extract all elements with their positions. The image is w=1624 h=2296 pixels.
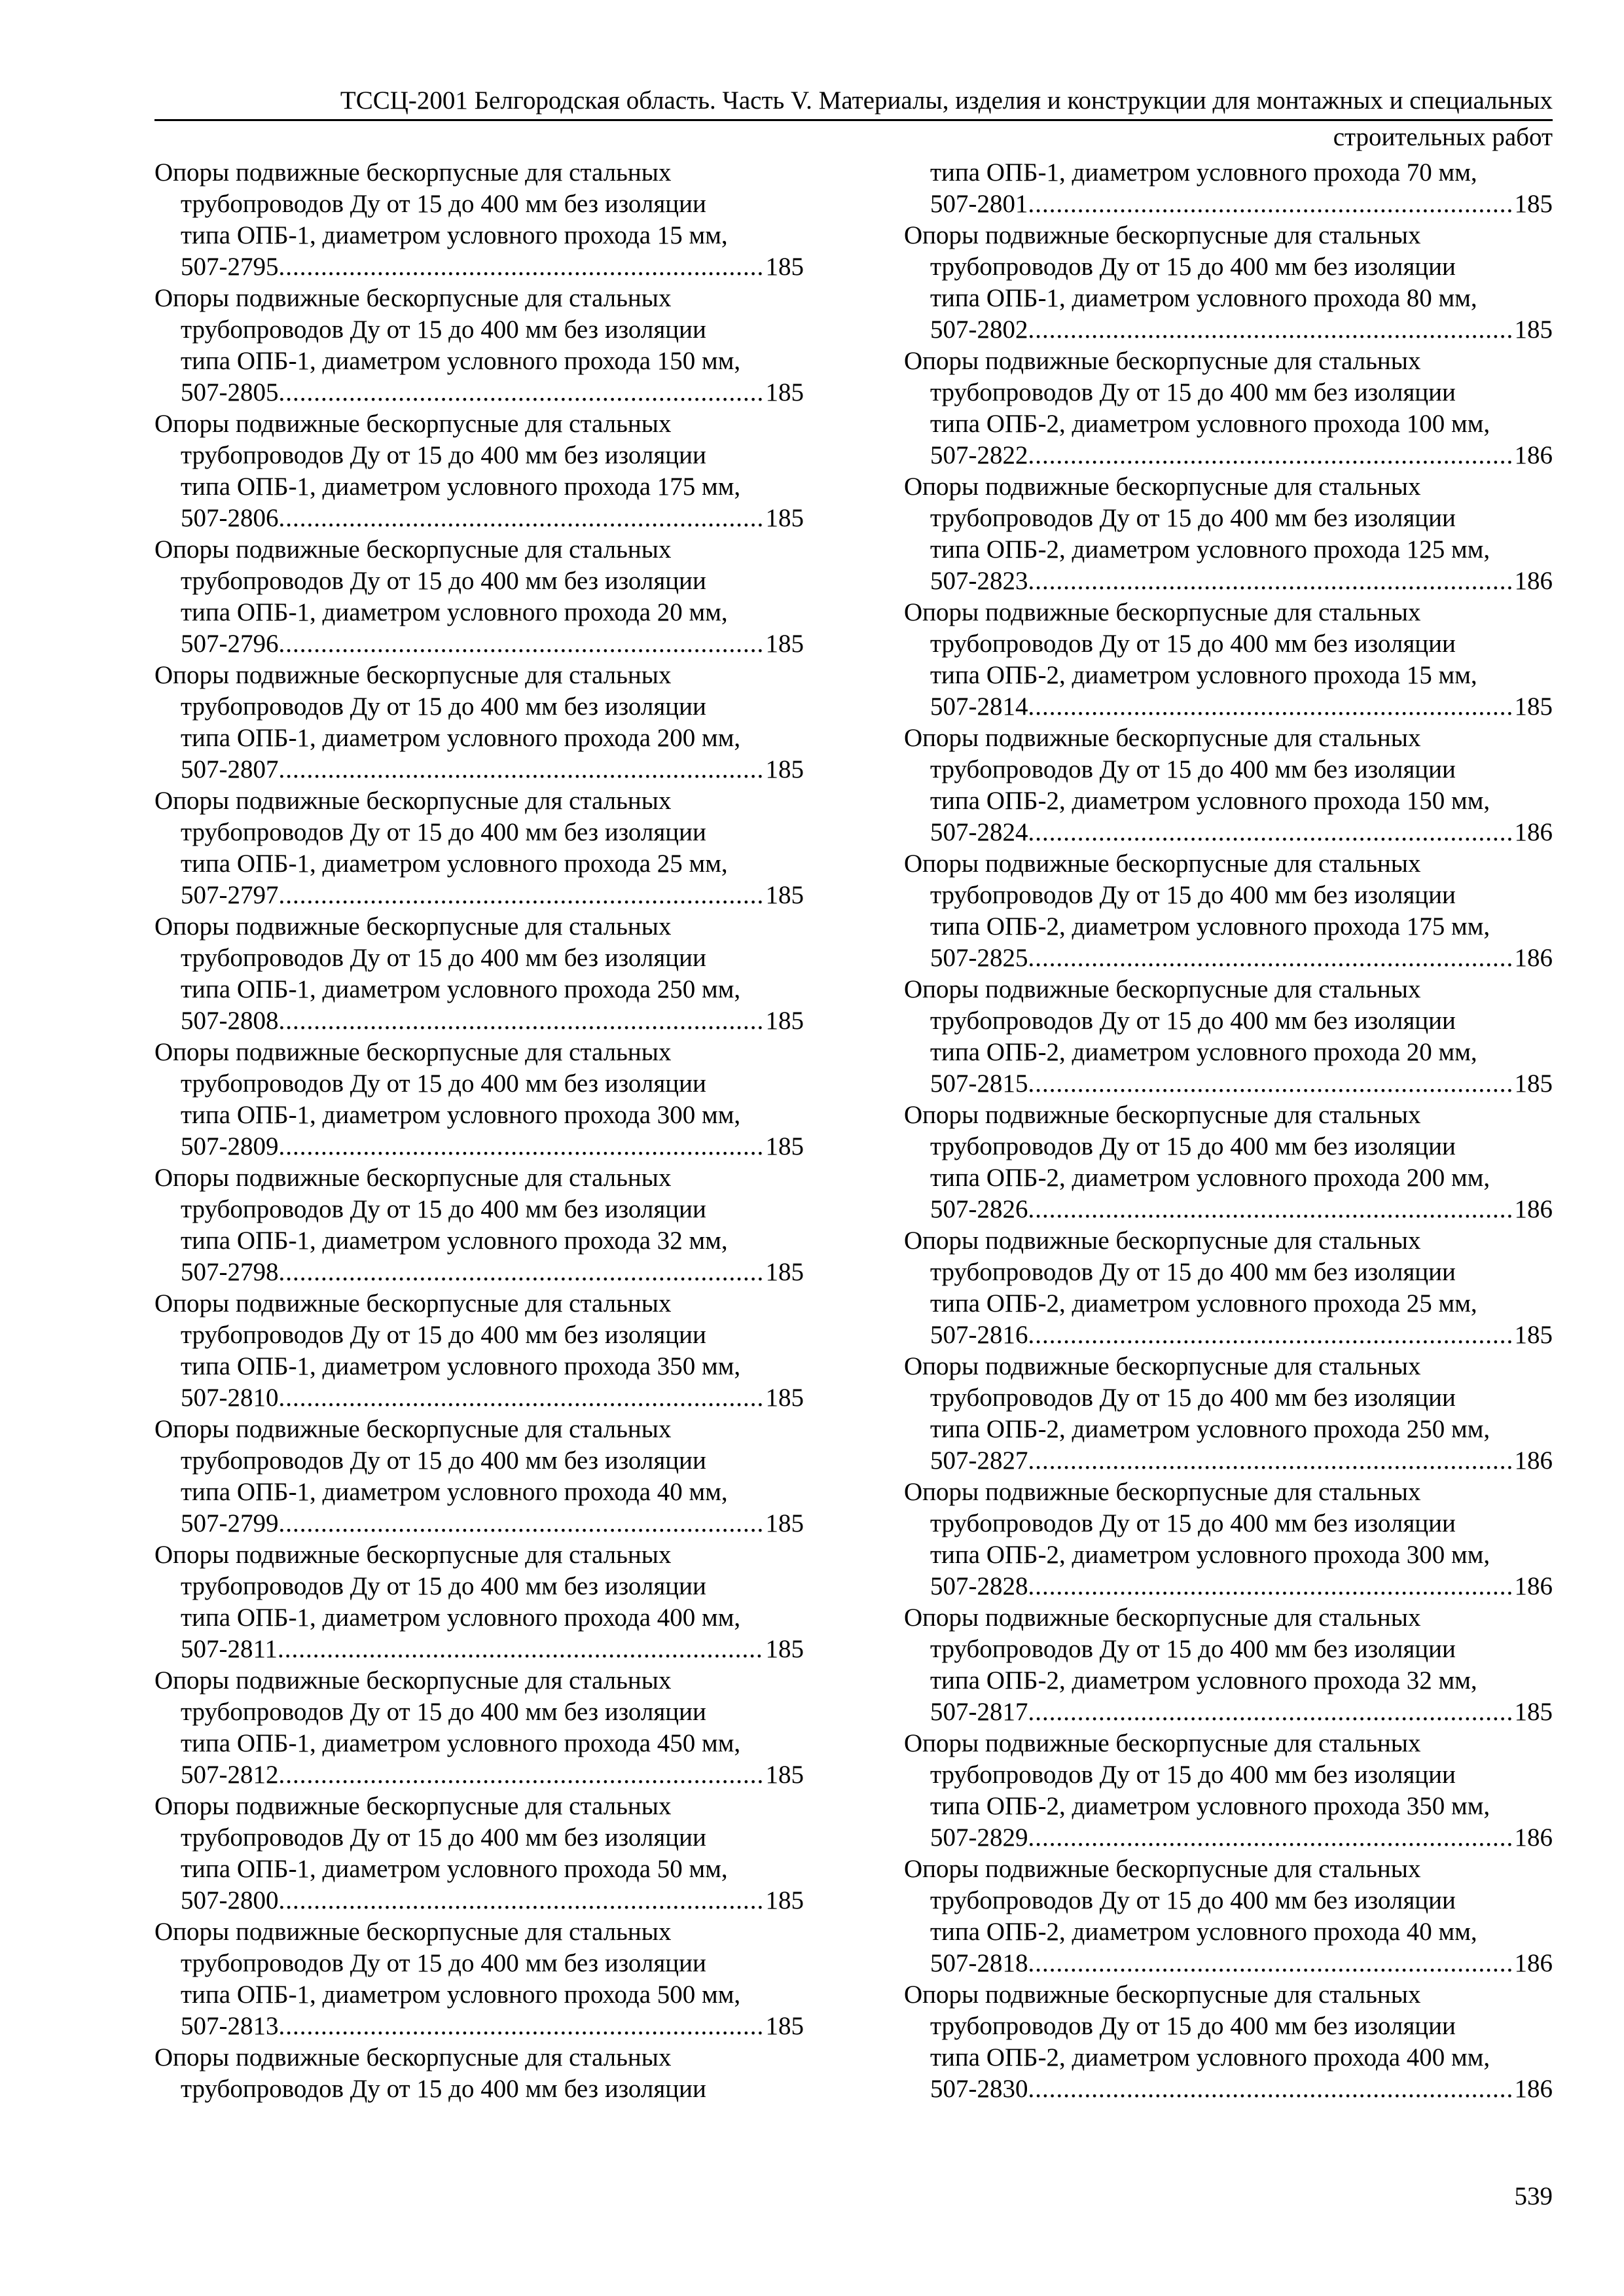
entry-code-line xyxy=(154,2011,804,2042)
entry-code: 507-2806 xyxy=(181,504,279,532)
entry-continuation-line: трубопроводов Ду от 15 до 400 мм без изоляции xyxy=(181,1446,706,1475)
index-entry xyxy=(154,1288,804,1414)
index-entry xyxy=(154,283,804,408)
entry-continuation-line: трубопроводов Ду от 15 до 400 мм без изоляции xyxy=(930,253,1456,281)
entry-page-ref: 185 xyxy=(1514,315,1553,344)
entry-continuation-line: типа ОПБ-2, диаметром условного прохода 250 мм, xyxy=(930,1415,1490,1443)
entry-code: 507-2799 xyxy=(181,1509,279,1537)
entry-title-line: Опоры подвижные бескорпусные для стальных xyxy=(154,787,672,815)
entry-title-line: Опоры подвижные бескорпусные для стальных xyxy=(154,2043,672,2072)
entry-continuation-line: типа ОПБ-1, диаметром условного прохода 175 мм, xyxy=(181,473,741,501)
entry-continuation-line: трубопроводов Ду от 15 до 400 мм без изоляции xyxy=(930,1635,1456,1663)
entry-page-ref: 185 xyxy=(765,755,804,783)
entry-title-line: Опоры подвижные бескорпусные для стальных xyxy=(154,661,672,689)
entry-page-ref: 185 xyxy=(1514,1321,1553,1349)
entry-continuation-line: трубопроводов Ду от 15 до 400 мм без изоляции xyxy=(181,692,706,721)
entry-continuation-line: трубопроводов Ду от 15 до 400 мм без изоляции xyxy=(181,315,706,344)
entry-continuation-line: трубопроводов Ду от 15 до 400 мм без изоляции xyxy=(930,504,1456,532)
entry-page-ref: 186 xyxy=(1514,1195,1553,1223)
entry-page-ref: 185 xyxy=(1514,1069,1553,1098)
entry-page-ref: 186 xyxy=(1514,1823,1553,1852)
entry-continuation-line: трубопроводов Ду от 15 до 400 мм без изоляции xyxy=(181,567,706,595)
index-entry xyxy=(904,1728,1553,1854)
index-entry xyxy=(154,911,804,1037)
entry-continuation-line: типа ОПБ-2, диаметром условного прохода 175 мм, xyxy=(930,912,1490,941)
entry-title-line: Опоры подвижные бескорпусные для стальных xyxy=(154,1792,672,1820)
index-column-right xyxy=(904,157,1553,2105)
entry-code: 507-2805 xyxy=(181,378,279,406)
index-entry xyxy=(904,157,1553,220)
running-header xyxy=(154,85,1553,151)
dot-leader xyxy=(1028,1194,1512,1225)
entry-code: 507-2814 xyxy=(930,692,1028,721)
entry-title-line: Опоры подвижные бескорпусные для стальных xyxy=(904,1352,1421,1380)
entry-continuation-line: трубопроводов Ду от 15 до 400 мм без изоляции xyxy=(930,2012,1456,2040)
entry-code: 507-2810 xyxy=(181,1384,279,1412)
entry-page-ref: 186 xyxy=(1514,567,1553,595)
entry-page-ref: 185 xyxy=(765,253,804,281)
entry-page-ref: 186 xyxy=(1514,1949,1553,1977)
entry-code: 507-2825 xyxy=(930,944,1028,972)
entry-page-ref: 185 xyxy=(1514,1698,1553,1726)
entry-code: 507-2801 xyxy=(930,190,1028,218)
entry-continuation-line: трубопроводов Ду от 15 до 400 мм без изоляции xyxy=(181,1949,706,1977)
dot-leader xyxy=(1028,691,1512,723)
entry-continuation-line: трубопроводов Ду от 15 до 400 мм без изоляции xyxy=(181,190,706,218)
entry-continuation-line: трубопроводов Ду от 15 до 400 мм без изоляции xyxy=(930,1132,1456,1160)
dot-leader xyxy=(279,2011,763,2042)
entry-continuation-line: трубопроводов Ду от 15 до 400 мм без изоляции xyxy=(181,1069,706,1098)
entry-code-line xyxy=(904,2073,1553,2105)
entry-code-line xyxy=(904,1319,1553,1351)
entry-page-ref: 185 xyxy=(765,378,804,406)
entry-continuation-line: трубопроводов Ду от 15 до 400 мм без изоляции xyxy=(930,755,1456,783)
entry-page-ref: 185 xyxy=(765,1007,804,1035)
entry-title-line: Опоры подвижные бескорпусные для стальных xyxy=(154,1918,672,1946)
entry-continuation-line: трубопроводов Ду от 15 до 400 мм без изоляции xyxy=(930,1509,1456,1537)
entry-code-line xyxy=(154,1759,804,1791)
entry-continuation-line: типа ОПБ-1, диаметром условного прохода 20 мм, xyxy=(181,598,728,626)
index-entry xyxy=(904,1225,1553,1351)
dot-leader xyxy=(279,1759,763,1791)
dot-leader xyxy=(279,1382,763,1414)
entry-code: 507-2828 xyxy=(930,1572,1028,1600)
entry-code-line xyxy=(904,1948,1553,1979)
entry-continuation-line: типа ОПБ-2, диаметром условного прохода 150 мм, xyxy=(930,787,1490,815)
entry-continuation-line: типа ОПБ-2, диаметром условного прохода 350 мм, xyxy=(930,1792,1490,1820)
index-entry xyxy=(904,346,1553,471)
entry-code: 507-2800 xyxy=(181,1886,279,1914)
entry-code-line xyxy=(904,1194,1553,1225)
entry-page-ref: 186 xyxy=(1514,441,1553,469)
entry-code-line xyxy=(154,628,804,660)
dot-leader xyxy=(279,503,763,534)
entry-code: 507-2811 xyxy=(181,1635,278,1663)
entry-code: 507-2813 xyxy=(181,2012,279,2040)
index-entry xyxy=(154,534,804,660)
index-entry xyxy=(904,1602,1553,1728)
entry-code-line xyxy=(904,942,1553,974)
index-entry xyxy=(904,1979,1553,2105)
entry-code-line xyxy=(154,503,804,534)
entry-code: 507-2824 xyxy=(930,818,1028,846)
entry-continuation-line: трубопроводов Ду от 15 до 400 мм без изоляции xyxy=(930,630,1456,658)
entry-continuation-line: типа ОПБ-1, диаметром условного прохода 40 мм, xyxy=(181,1478,728,1506)
entry-continuation-line: типа ОПБ-1, диаметром условного прохода 500 мм, xyxy=(181,1981,741,2009)
dot-leader xyxy=(1028,314,1512,346)
dot-leader xyxy=(279,754,763,785)
entry-code: 507-2807 xyxy=(181,755,279,783)
dot-leader xyxy=(1028,1068,1512,1100)
entry-code-line xyxy=(154,377,804,408)
entry-code-line xyxy=(904,188,1553,220)
entry-code: 507-2830 xyxy=(930,2075,1028,2103)
entry-title-line: Опоры подвижные бескорпусные для стальных xyxy=(904,1604,1421,1632)
entry-code-line xyxy=(154,1257,804,1288)
entry-continuation-line: типа ОПБ-1, диаметром условного прохода 50 мм, xyxy=(181,1855,728,1883)
entry-code: 507-2808 xyxy=(181,1007,279,1035)
index-entry xyxy=(904,471,1553,597)
entry-continuation-line: типа ОПБ-2, диаметром условного прохода 15 мм, xyxy=(930,661,1477,689)
entry-continuation-line: трубопроводов Ду от 15 до 400 мм без изоляции xyxy=(181,944,706,972)
entry-code-line xyxy=(154,1005,804,1037)
entry-title-line: Опоры подвижные бескорпусные для стальных xyxy=(904,1981,1421,2009)
entry-continuation-line: трубопроводов Ду от 15 до 400 мм без изоляции xyxy=(181,1698,706,1726)
entry-page-ref: 185 xyxy=(765,504,804,532)
entry-code: 507-2823 xyxy=(930,567,1028,595)
entry-title-line: Опоры подвижные бескорпусные для стальных xyxy=(904,1101,1421,1129)
entry-page-ref: 186 xyxy=(1514,818,1553,846)
entry-code-line xyxy=(904,1571,1553,1602)
entry-continuation-line: типа ОПБ-2, диаметром условного прохода 100 мм, xyxy=(930,410,1490,438)
entry-continuation-line: типа ОПБ-2, диаметром условного прохода 300 мм, xyxy=(930,1541,1490,1569)
entry-continuation-line: трубопроводов Ду от 15 до 400 мм без изоляции xyxy=(181,441,706,469)
index-entry xyxy=(154,1791,804,1916)
index-entry xyxy=(154,1414,804,1539)
entry-continuation-line: типа ОПБ-1, диаметром условного прохода 300 мм, xyxy=(181,1101,741,1129)
dot-leader xyxy=(1028,440,1512,471)
entry-continuation-line: трубопроводов Ду от 15 до 400 мм без изоляции xyxy=(930,1384,1456,1412)
entry-continuation-line: типа ОПБ-1, диаметром условного прохода 15 мм, xyxy=(181,221,728,249)
entry-page-ref: 185 xyxy=(765,1761,804,1789)
entry-title-line: Опоры подвижные бескорпусные для стальных xyxy=(154,410,672,438)
index-entry xyxy=(904,220,1553,346)
entry-title-line: Опоры подвижные бескорпусные для стальных xyxy=(154,1541,672,1569)
index-entry xyxy=(154,1916,804,2042)
index-entry xyxy=(904,1477,1553,1602)
entry-code: 507-2818 xyxy=(930,1949,1028,1977)
entry-code: 507-2822 xyxy=(930,441,1028,469)
entry-title-line: Опоры подвижные бескорпусные для стальных xyxy=(904,1227,1421,1255)
dot-leader xyxy=(279,1005,763,1037)
entry-page-ref: 186 xyxy=(1514,1572,1553,1600)
entry-continuation-line: типа ОПБ-1, диаметром условного прохода 32 мм, xyxy=(181,1227,728,1255)
entry-code-line xyxy=(904,440,1553,471)
entry-page-ref: 185 xyxy=(1514,692,1553,721)
entry-title-line: Опоры подвижные бескорпусные для стальных xyxy=(154,912,672,941)
entry-continuation-line: типа ОПБ-2, диаметром условного прохода 200 мм, xyxy=(930,1164,1490,1192)
dot-leader xyxy=(279,1885,763,1916)
page-number: 539 xyxy=(1514,2182,1553,2210)
entry-continuation-line: типа ОПБ-1, диаметром условного прохода 150 мм, xyxy=(181,347,741,375)
dot-leader xyxy=(1028,188,1512,220)
dot-leader xyxy=(279,1508,763,1539)
entry-page-ref: 185 xyxy=(765,630,804,658)
entry-continuation-line: трубопроводов Ду от 15 до 400 мм без изоляции xyxy=(181,1823,706,1852)
entry-continuation-line: трубопроводов Ду от 15 до 400 мм без изоляции xyxy=(181,1195,706,1223)
entry-page-ref: 185 xyxy=(765,1384,804,1412)
entry-code-line xyxy=(904,691,1553,723)
entry-page-ref: 185 xyxy=(765,1258,804,1286)
entry-code: 507-2815 xyxy=(930,1069,1028,1098)
entry-code: 507-2816 xyxy=(930,1321,1028,1349)
entry-page-ref: 185 xyxy=(765,881,804,909)
entry-title-line: Опоры подвижные бескорпусные для стальных xyxy=(904,347,1421,375)
entry-code-line xyxy=(154,1885,804,1916)
entry-continuation-line: трубопроводов Ду от 15 до 400 мм без изоляции xyxy=(930,1007,1456,1035)
entry-page-ref: 186 xyxy=(1514,1446,1553,1475)
dot-leader xyxy=(279,1131,763,1162)
entry-page-ref: 185 xyxy=(765,1509,804,1537)
entry-code: 507-2795 xyxy=(181,253,279,281)
entry-continuation-line: трубопроводов Ду от 15 до 400 мм без изоляции xyxy=(930,881,1456,909)
index-entry xyxy=(904,848,1553,974)
entry-title-line: Опоры подвижные бескорпусные для стальных xyxy=(154,1415,672,1443)
entry-continuation-line: типа ОПБ-1, диаметром условного прохода 25 мм, xyxy=(181,850,728,878)
entry-code-line xyxy=(904,565,1553,597)
entry-title-line: Опоры подвижные бескорпусные для стальных xyxy=(904,850,1421,878)
entry-page-ref: 185 xyxy=(765,1132,804,1160)
entry-code-line xyxy=(904,1445,1553,1477)
dot-leader xyxy=(1028,942,1512,974)
entry-continuation-line: типа ОПБ-2, диаметром условного прохода 40 мм, xyxy=(930,1918,1477,1946)
entry-code: 507-2826 xyxy=(930,1195,1028,1223)
dot-leader xyxy=(279,251,763,283)
entry-continuation-line: трубопроводов Ду от 15 до 400 мм без изоляции xyxy=(930,1886,1456,1914)
entry-title-line: Опоры подвижные бескорпусные для стальных xyxy=(154,158,672,187)
entry-code: 507-2796 xyxy=(181,630,279,658)
index-entry xyxy=(154,2042,804,2105)
dot-leader xyxy=(1028,565,1512,597)
index-entry xyxy=(154,157,804,283)
index-entry xyxy=(154,1539,804,1665)
index-entry xyxy=(904,1854,1553,1979)
entry-title-line: Опоры подвижные бескорпусные для стальных xyxy=(904,598,1421,626)
entry-code-line xyxy=(904,1696,1553,1728)
entry-continuation-line: типа ОПБ-2, диаметром условного прохода 125 мм, xyxy=(930,535,1490,564)
entry-page-ref: 186 xyxy=(1514,944,1553,972)
entry-code-line xyxy=(154,1634,804,1665)
entry-code-line xyxy=(904,1822,1553,1854)
entry-code: 507-2797 xyxy=(181,881,279,909)
entry-continuation-line: типа ОПБ-1, диаметром условного прохода 200 мм, xyxy=(181,724,741,752)
entry-title-line: Опоры подвижные бескорпусные для стальных xyxy=(904,1855,1421,1883)
entry-continuation-line: типа ОПБ-1, диаметром условного прохода 250 мм, xyxy=(181,975,741,1003)
entry-continuation-line: типа ОПБ-1, диаметром условного прохода 350 мм, xyxy=(181,1352,741,1380)
index-entry xyxy=(904,597,1553,723)
dot-leader xyxy=(1028,1696,1512,1728)
entry-title-line: Опоры подвижные бескорпусные для стальных xyxy=(904,975,1421,1003)
dot-leader xyxy=(1028,1948,1512,1979)
index-entry xyxy=(904,1100,1553,1225)
entry-title-line: Опоры подвижные бескорпусные для стальных xyxy=(904,724,1421,752)
entry-code: 507-2827 xyxy=(930,1446,1028,1475)
entry-code-line xyxy=(154,1508,804,1539)
entry-title-line: Опоры подвижные бескорпусные для стальных xyxy=(154,1038,672,1066)
entry-code-line xyxy=(154,754,804,785)
index-entry xyxy=(154,1162,804,1288)
entry-code-line xyxy=(904,314,1553,346)
entry-continuation-line: типа ОПБ-2, диаметром условного прохода 20 мм, xyxy=(930,1038,1477,1066)
entry-code: 507-2817 xyxy=(930,1698,1028,1726)
entry-code: 507-2829 xyxy=(930,1823,1028,1852)
dot-leader xyxy=(1028,1571,1512,1602)
header-title-continued: строительных работ xyxy=(1333,123,1553,151)
dot-leader xyxy=(1028,2073,1512,2105)
index-entry xyxy=(904,723,1553,848)
entry-continuation-line: типа ОПБ-1, диаметром условного прохода 450 мм, xyxy=(181,1729,741,1757)
entry-continuation-line: типа ОПБ-1, диаметром условного прохода 80 мм, xyxy=(930,284,1477,312)
entry-continuation-line: трубопроводов Ду от 15 до 400 мм без изоляции xyxy=(181,2075,706,2103)
entry-code-line xyxy=(154,251,804,283)
entry-code: 507-2809 xyxy=(181,1132,279,1160)
entry-continuation-line: трубопроводов Ду от 15 до 400 мм без изоляции xyxy=(181,1321,706,1349)
entry-continuation-line: трубопроводов Ду от 15 до 400 мм без изоляции xyxy=(181,818,706,846)
entry-continuation-line: трубопроводов Ду от 15 до 400 мм без изоляции xyxy=(930,1761,1456,1789)
entry-continuation-line: типа ОПБ-2, диаметром условного прохода 32 мм, xyxy=(930,1666,1477,1695)
index-column-left xyxy=(154,157,804,2105)
entry-continuation-line: типа ОПБ-2, диаметром условного прохода 400 мм, xyxy=(930,2043,1490,2072)
entry-code-line xyxy=(904,817,1553,848)
entry-title-line: Опоры подвижные бескорпусные для стальных xyxy=(904,221,1421,249)
entry-code: 507-2798 xyxy=(181,1258,279,1286)
entry-page-ref: 185 xyxy=(1514,190,1553,218)
entry-title-line: Опоры подвижные бескорпусные для стальных xyxy=(154,1666,672,1695)
index-entry xyxy=(904,974,1553,1100)
dot-leader xyxy=(279,1257,763,1288)
dot-leader xyxy=(1028,1822,1512,1854)
entry-title-line: Опоры подвижные бескорпусные для стальных xyxy=(154,284,672,312)
index-entry xyxy=(904,1351,1553,1477)
entry-continuation-line: трубопроводов Ду от 15 до 400 мм без изоляции xyxy=(930,1258,1456,1286)
entry-code-line xyxy=(904,1068,1553,1100)
entry-continuation-line: типа ОПБ-2, диаметром условного прохода 25 мм, xyxy=(930,1289,1477,1318)
entry-code: 507-2802 xyxy=(930,315,1028,344)
dot-leader xyxy=(278,1634,763,1665)
entry-code-line xyxy=(154,1131,804,1162)
dot-leader xyxy=(1028,817,1512,848)
entry-continuation-line: трубопроводов Ду от 15 до 400 мм без изоляции xyxy=(930,378,1456,406)
dot-leader xyxy=(1028,1319,1512,1351)
entry-continuation-line: типа ОПБ-1, диаметром условного прохода 70 мм, xyxy=(930,158,1477,187)
entry-page-ref: 185 xyxy=(765,1635,804,1663)
entry-title-line: Опоры подвижные бескорпусные для стальных xyxy=(154,1289,672,1318)
header-title: ТССЦ-2001 Белгородская область. Часть V. Материалы, изделия и конструкции для монтажных и специальных xyxy=(340,86,1553,115)
index-entry xyxy=(154,1037,804,1162)
entry-page-ref: 185 xyxy=(765,1886,804,1914)
entry-page-ref: 186 xyxy=(1514,2075,1553,2103)
entry-continuation-line: трубопроводов Ду от 15 до 400 мм без изоляции xyxy=(181,1572,706,1600)
entry-title-line: Опоры подвижные бескорпусные для стальных xyxy=(904,473,1421,501)
entry-title-line: Опоры подвижные бескорпусные для стальных xyxy=(154,535,672,564)
index-entry xyxy=(154,408,804,534)
dot-leader xyxy=(279,377,763,408)
entry-code: 507-2812 xyxy=(181,1761,279,1789)
index-entry xyxy=(154,1665,804,1791)
dot-leader xyxy=(1028,1445,1512,1477)
dot-leader xyxy=(279,880,763,911)
entry-page-ref: 185 xyxy=(765,2012,804,2040)
entry-code-line xyxy=(154,1382,804,1414)
entry-title-line: Опоры подвижные бескорпусные для стальных xyxy=(904,1729,1421,1757)
entry-code-line xyxy=(154,880,804,911)
index-entry xyxy=(154,660,804,785)
dot-leader xyxy=(279,628,763,660)
entry-title-line: Опоры подвижные бескорпусные для стальных xyxy=(154,1164,672,1192)
index-entry xyxy=(154,785,804,911)
entry-continuation-line: типа ОПБ-1, диаметром условного прохода 400 мм, xyxy=(181,1604,741,1632)
entry-title-line: Опоры подвижные бескорпусные для стальных xyxy=(904,1478,1421,1506)
